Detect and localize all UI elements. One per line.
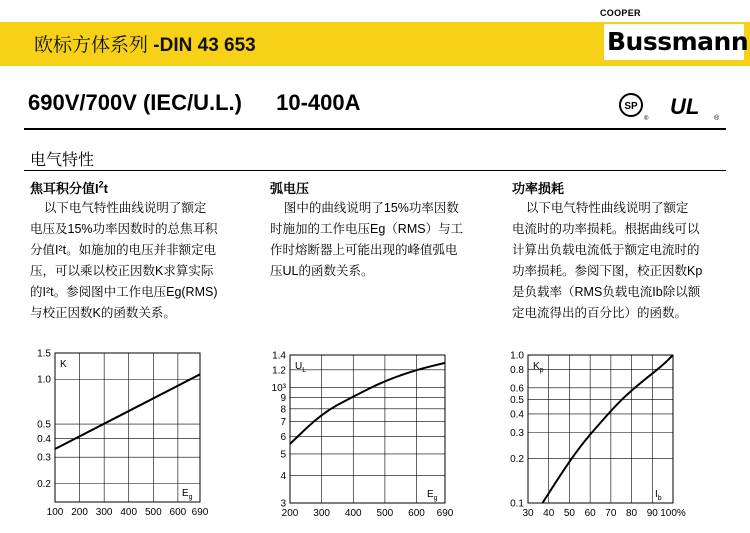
y-tick-label: 1.5 xyxy=(37,348,51,360)
y-tick-label: 0.2 xyxy=(37,478,51,490)
plot-frame xyxy=(55,353,200,502)
y-tick-label: 0.5 xyxy=(510,395,524,407)
title-cn: 欧标方体系列 xyxy=(34,35,149,56)
x-tick-label: 80 xyxy=(626,508,638,519)
x-tick-label: 690 xyxy=(436,508,454,519)
x-tick-label: 70 xyxy=(605,508,617,519)
column-title-joule-tail: t xyxy=(103,181,108,196)
paragraph-line: 作时熔断器上可能出现的峰值弧电 xyxy=(270,243,458,257)
plot-frame xyxy=(290,355,445,503)
x-tick-label: 30 xyxy=(522,508,534,519)
y-tick-label: 0.4 xyxy=(37,434,51,446)
paragraph-line: 以下电气特性曲线说明了额定 xyxy=(512,201,689,215)
x-tick-label: 500 xyxy=(144,507,162,518)
paragraph-line: 的I²t。参阅图中工作电压Eg(RMS) xyxy=(30,285,218,299)
paragraph-line: 电压及15%功率因数时的总焦耳积 xyxy=(30,222,218,236)
x-tick-label: 200 xyxy=(71,507,88,518)
series-curve xyxy=(543,355,674,503)
amp-range: 10-400A xyxy=(276,90,361,115)
x-axis-label: $E_g$ xyxy=(427,489,438,502)
voltage-rating: 690V/700V (IEC/U.L.) xyxy=(28,90,242,115)
paragraph-joule xyxy=(30,198,228,324)
x-tick-label: 90 xyxy=(646,508,658,519)
paragraph-line: 图中的曲线说明了15%功率因数 xyxy=(270,201,459,215)
header-rule xyxy=(24,128,726,130)
y-tick-label: 0.1 xyxy=(510,498,524,510)
y-tick-label: 0.2 xyxy=(510,453,524,465)
x-axis-label: $I_b$ xyxy=(655,489,662,502)
chart-ul-vs-eg xyxy=(250,335,500,525)
chart-k-vs-eg xyxy=(0,335,250,525)
chart-kp-vs-ib xyxy=(495,335,750,525)
y-tick-label: 1.2 xyxy=(272,365,286,377)
column-title-joule xyxy=(30,178,108,197)
column-title-joule-text: 焦耳积分值I xyxy=(30,181,99,196)
x-axis-label: $E_g$ xyxy=(182,488,193,501)
y-tick-label: 6 xyxy=(280,431,286,443)
y-tick-label: 1.4 xyxy=(272,350,286,362)
y-tick-label: 9 xyxy=(280,392,286,404)
ul-mark-text: UL xyxy=(670,94,700,119)
x-tick-label: 400 xyxy=(344,508,362,519)
x-tick-label: 600 xyxy=(408,508,425,519)
y-tick-label: 1.0 xyxy=(510,350,524,362)
paragraph-line: 定电流得出的百分比）的函数。 xyxy=(512,306,688,320)
y-tick-label: 0.8 xyxy=(510,364,524,376)
y-tick-label: 7 xyxy=(280,417,286,429)
y-tick-label: 0.4 xyxy=(510,409,524,421)
cooper-logo: COOPER xyxy=(600,8,641,18)
paragraph-arc xyxy=(270,198,476,282)
y-tick-label: 10³ xyxy=(271,382,286,394)
csa-registered: ® xyxy=(644,116,649,122)
x-tick-label: 300 xyxy=(95,507,113,518)
x-tick-label: 40 xyxy=(543,508,555,519)
paragraph-line: 压UL的函数关系。 xyxy=(270,264,374,278)
x-tick-label: 500 xyxy=(376,508,394,519)
ul-registered: ® xyxy=(714,115,720,122)
banner-title xyxy=(34,30,256,57)
series-curve xyxy=(290,363,445,444)
y-axis-label: $K_p$ xyxy=(533,361,544,374)
voltage-headline xyxy=(28,90,361,116)
y-tick-label: 4 xyxy=(280,470,286,482)
paragraph-line: 是负载率（RMS负载电流Ib除以额 xyxy=(512,285,701,299)
y-tick-label: 5 xyxy=(280,449,286,461)
section-title: 电气特性 xyxy=(30,152,95,169)
x-tick-label: 100% xyxy=(660,508,686,519)
y-tick-label: 0.5 xyxy=(37,419,51,431)
paragraph-power xyxy=(512,198,708,324)
x-tick-label: 50 xyxy=(563,508,575,519)
paragraph-line: 分值I²t。如施加的电压并非额定电 xyxy=(30,243,217,257)
paragraph-line: 时施加的工作电压Eg（RMS）与工 xyxy=(270,222,464,236)
paragraph-line: 功率损耗。参阅下图，校正因数Kp xyxy=(512,264,703,278)
paragraph-line: 计算出负载电流低于额定电流时的 xyxy=(512,243,700,257)
y-tick-label: 3 xyxy=(280,498,286,510)
bussmann-logo: Bussmann xyxy=(607,27,749,56)
x-tick-label: 400 xyxy=(120,507,138,518)
title-din: -DIN 43 653 xyxy=(153,35,256,56)
x-tick-label: 200 xyxy=(281,508,299,519)
paragraph-line: 以下电气特性曲线说明了额定 xyxy=(30,201,207,215)
x-tick-label: 300 xyxy=(313,508,330,519)
csa-mark-icon xyxy=(620,94,649,122)
column-title-power: 功率损耗 xyxy=(512,181,565,196)
x-tick-label: 690 xyxy=(191,507,209,518)
ul-recognized-icon xyxy=(670,94,720,122)
paragraph-line: 压，可以乘以校正因数K求算实际 xyxy=(30,264,214,278)
y-tick-label: 1.0 xyxy=(37,374,51,386)
y-tick-label: 0.3 xyxy=(510,427,524,439)
y-tick-label: 0.6 xyxy=(510,383,524,395)
certification-marks xyxy=(618,90,726,124)
series-curve xyxy=(55,374,200,449)
x-tick-label: 60 xyxy=(584,508,596,519)
section-rule xyxy=(24,170,726,171)
plot-frame xyxy=(528,355,673,503)
column-title-arc: 弧电压 xyxy=(270,181,310,196)
y-tick-label: 8 xyxy=(280,404,286,416)
y-tick-label: 0.3 xyxy=(37,452,51,464)
y-axis-label: K xyxy=(60,359,67,370)
column-title-joule-sup: 2 xyxy=(98,179,104,190)
y-axis-label: $U_L$ xyxy=(295,361,307,374)
x-tick-label: 600 xyxy=(169,507,187,518)
csa-mark-text: SP xyxy=(624,101,638,112)
x-tick-label: 100 xyxy=(46,507,64,518)
paragraph-line: 电流时的功率损耗。根据曲线可以 xyxy=(512,222,700,236)
paragraph-line: 与校正因数K的函数关系。 xyxy=(30,306,176,320)
